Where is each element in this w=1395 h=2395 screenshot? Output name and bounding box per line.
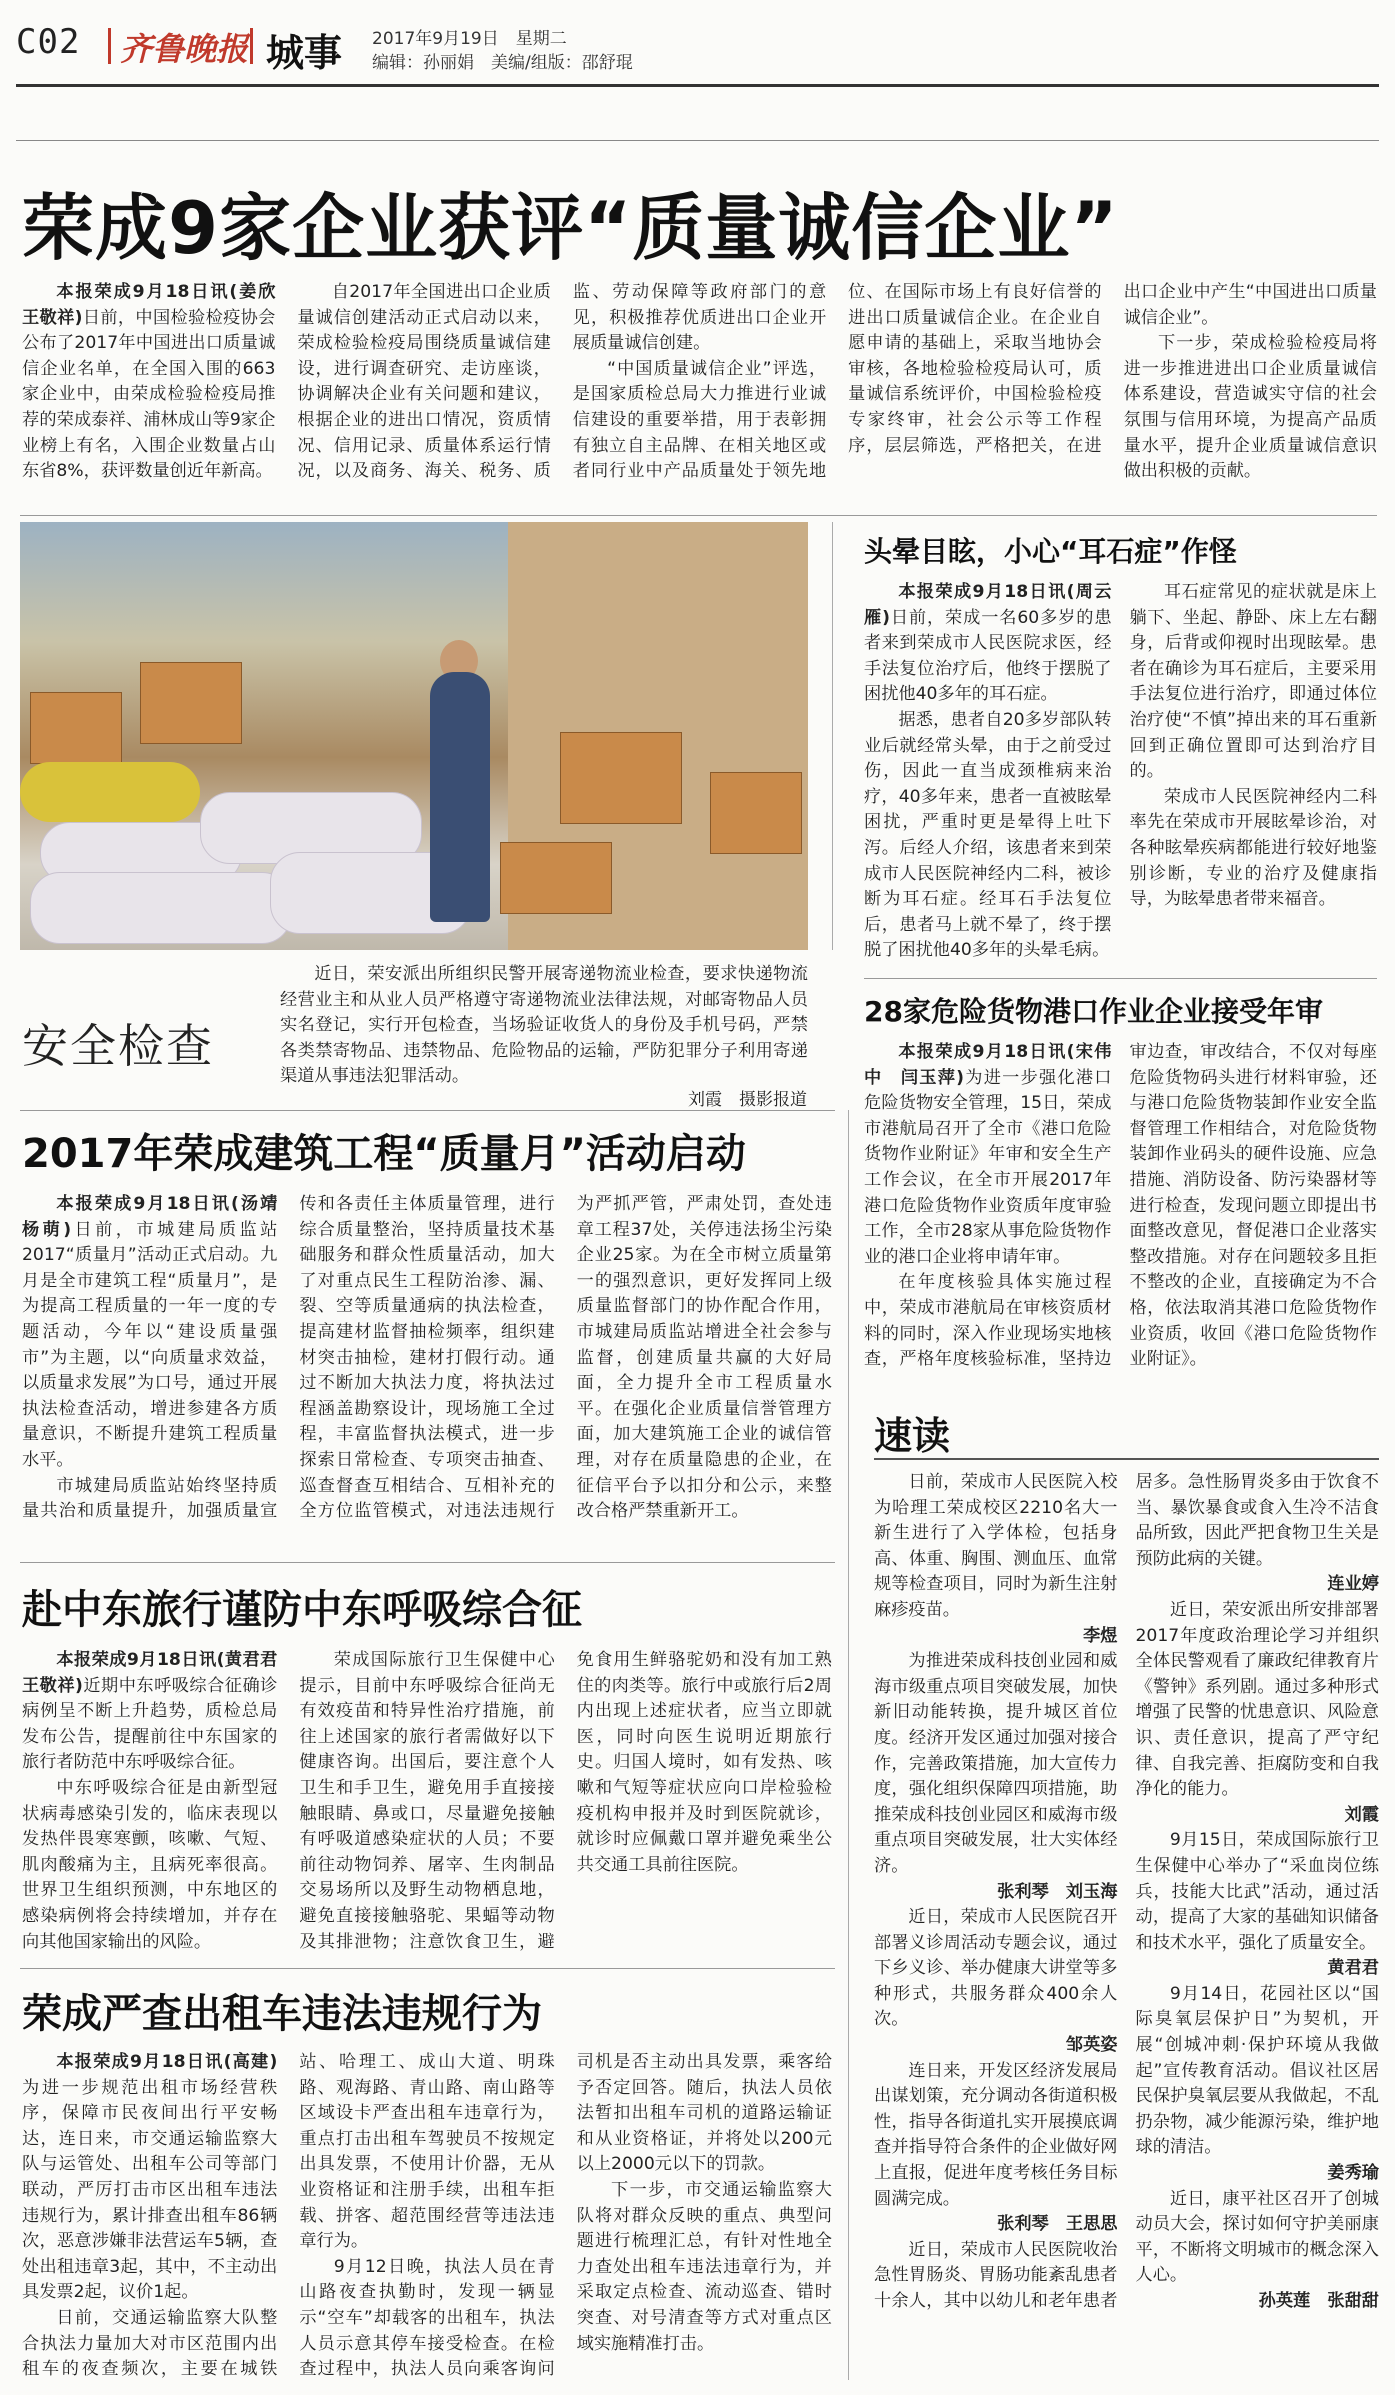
dateline: 本报荣成9月18日讯(姜欣 王敬祥) bbox=[22, 282, 293, 328]
list-item: 9月15日，荣成国际旅行卫生保健中心举办了“采血岗位练兵，技能大比武”活动，通过活动，提高了大家的基础知识储备和技术水平，强化了质量安全。 bbox=[1135, 1830, 1379, 1953]
quick-read-rule bbox=[874, 1458, 1379, 1460]
quick-read-title: 速读 bbox=[874, 1414, 951, 1458]
masthead-rule bbox=[16, 140, 1379, 141]
byline: 邹英姿 bbox=[1065, 2035, 1118, 2056]
column-divider bbox=[848, 1110, 849, 2380]
divider bbox=[20, 1562, 835, 1563]
article-body-quality-integrity: 本报荣成9月18日讯(姜欣 王敬祥)日前，中国检验检疫协会公布了2017年中国进出口质量诚信企业名单，在全国入围的663家企业中，由荣成检验检疫局推荐的荣成泰祥、浦林成山等9家企业榜上有名，入围企业数量占山东省8%，获评数量创近年新高。 自2017年全国进出口企业质量诚信创建活动正式启动以来，荣成检验检疫局围绕质量诚信建设，进行调查研究、走访座谈，协调解决企业有关问题和建议，根据企业的进出口情况，资质情况、信用记录、质量体系运行情况，以及商务、海关、税务、质监、劳动保障等政府部门的意见，积极推荐优质进出口企业开展质量诚信创建。 “中国质量诚信企业”评选，是国家质检总局大力推进行业诚信建设的重要举措，用于表彰拥有独立自主品牌、在相关地区或者同行业中产品质量处于领先地位、在国际市场上有良好信誉的进出口质量诚信企业。在企业自愿申请的基础上，采取当地协会审核，各地检验检疫局认可，质量诚信系统评价，中国检验检疫专家终审，社会公示等工作程序，层层筛选，严格把关，在进出口企业中产生“中国进出口质量诚信企业”。 下一步，荣成检验检疫局将进一步推进进出口企业质量诚信体系建设，营造诚实守信的社会氛围与信用环境，为提高产品质量水平，提升企业质量诚信意识做出积极的贡献。 bbox=[22, 282, 1377, 482]
article-body-otolith: 本报荣成9月18日讯(周云雁)日前，荣成一名60多岁的患者来到荣成市人民医院求医，经手法复位治疗后，他终于摆脱了困扰他40多年的耳石症。 据悉，患者自20多岁部队转业后就经常头晕，由于之前受过伤，因此一直当成颈椎病来治疗，40多年来，患者一直被眩晕困扰，严重时更是晕得上吐下泻。后经人介绍，该患者来到荣成市人民医院神经内二科，被诊断为耳石症。经耳石手法复位后，患者马上就不晕了，终于摆脱了困扰他40多年的头晕毛病。 耳石症常见的症状就是床上躺下、坐起、静卧、床上左右翻身，后背或仰视时出现眩晕。患者在确诊为耳石症后，主要采用手法复位进行治疗，即通过体位治疗使“不慎”掉出来的耳石重新回到正确位置即可达到治疗目的。 荣成市人民医院神经内二科率先在荣成市开展眩晕诊治，对各种眩晕疾病都能进行较好地鉴别诊断，专业的治疗及健康指导，为眩晕患者带来福音。 bbox=[864, 582, 1377, 961]
page-number: C02 bbox=[16, 22, 81, 62]
byline: 刘霞 bbox=[1344, 1804, 1379, 1825]
article-body-quality-month: 本报荣成9月18日讯(汤靖 杨萌)日前，市城建局质监站2017“质量月”活动正式启动。九月是全市建筑工程“质量月”，是为提高工程质量的一年一度的专题活动，今年以“建设质量强市”为主题，以“向质量求效益，以质量求发展”为口号，通过开展执法检查活动，增进参建各方质量意识，不断提升建筑工程质量水平。 市城建局质监站始终坚持质量共治和质量提升，加强质量宣传和各责任主体质量管理，进行综合质量整治，坚持质量技术基础服务和群众性质量活动，加大了对重点民生工程防治渗、漏、裂、空等质量通病的执法检查，提高建材监督抽检频率，组织建材突击抽检，建材打假行动。通过不断加大执法力度，将执法过程涵盖勘察设计，现场施工全过程，丰富监督执法模式，进一步探索日常检查、专项突击抽查、巡查督查互相结合、互相补充的全方位监管模式，对违法违规行为严抓严管，严肃处罚，查处违章工程37处，关停违法扬尘污染企业25家。为在全市树立质量第一的强烈意识，更好发挥同上级质量监督部门的协作配合作用，市城建局质监站增进全社会参与监督，创建质量共赢的大好局面，全力提升全市工程质量水平。在强化企业质量信誉管理方面，加大建筑施工企业的诚信管理，对存在质量隐患的企业，在征信平台予以扣分和公示，来整改合格严禁重新开工。 bbox=[22, 1194, 832, 1522]
list-item: 为推进荣成科技创业园和威海市级重点项目突破发展，加快新旧动能转换，提升城区首位度。经济开发区通过加强对接合作，完善政策措施，加大宣传力度，强化组织保障四项措施，助推荣成科技创业园区和威海市级重点项目突破发展，壮大实体经济。 bbox=[874, 1651, 1118, 1876]
list-item: 9月14日，花园社区以“国际臭氧层保护日”为契机，开展“创城冲刺·保护环境从我做起”宣传教育活动。倡议社区居民保护臭氧层要从我做起，不乱扔杂物，减少能源污染，维护地球的清洁。 bbox=[1135, 1983, 1379, 2158]
byline: 黄君君 bbox=[1327, 1958, 1379, 1979]
photo-section-label: 安全检查 bbox=[22, 1019, 214, 1073]
byline: 张利琴 刘玉海 bbox=[997, 1881, 1118, 1902]
issue-date: 2017年9月19日 星期二 bbox=[372, 29, 567, 49]
masthead-divider bbox=[250, 28, 253, 64]
article-body-mers: 本报荣成9月18日讯(黄君君 王敬祥)近期中东呼吸综合征确诊病例呈不断上升趋势，质检总局发布公告，提醒前往中东国家的旅行者防范中东呼吸综合征。 中东呼吸综合征是由新型冠状病毒感染引发的，临床表现以发热伴畏寒寒颤，咳嗽、气短、肌肉酸痛为主，且病死率很高。世界卫生组织预测，中东地区的感染病例将会持续增加，并存在向其他国家输出的风险。 荣成国际旅行卫生保健中心提示，目前中东呼吸综合征尚无有效疫苗和特异性治疗措施，前往上述国家的旅行者需做好以下健康咨询。出国后，要注意个人卫生和手卫生，避免用手直接接触眼睛、鼻或口，尽量避免接触有呼吸道感染症状的人员；不要前往动物饲养、屠宰、生肉制品交易场所以及野生动物栖息地，避免直接接触骆驼、果蝠等动物及其排泄物；注意饮食卫生，避免食用生鲜骆驼奶和没有加工熟住的肉类等。旅行中或旅行后2周内出现上述症状者，应当立即就医，同时向医生说明近期旅行史。归国人境时，如有发热、咳嗽和气短等症状应向口岸检验检疫机构申报并及时到医院就诊，就诊时应佩戴口罩并避免乘坐公共交通工具前往医院。 bbox=[22, 1650, 832, 1952]
list-item: 日前，荣成市人民医院入校为哈理工荣成校区2210名大一新生进行了入学体检，包括身高、体重、胸围、测血压、血常规等检查项目，同时为新生注射麻疹疫苗。 bbox=[874, 1472, 1118, 1620]
news-photo bbox=[20, 522, 808, 950]
headline-quality-month: 2017年荣成建筑工程“质量月”活动启动 bbox=[22, 1131, 746, 1177]
headline-mers: 赴中东旅行谨防中东呼吸综合征 bbox=[22, 1587, 582, 1633]
article-body-taxi: 本报荣成9月18日讯(高建)为进一步规范出租市场经营秩序，保障市民夜间出行平安畅达，连日来，市交通运输监察大队与运管处、出租车公司等部门联动，严厉打击市区出租车违法违规行为，累计排查出租车86辆次，恶意涉嫌非法营运车5辆，查处出租违章3起，其中，不主动出具发票2起，议价1起。 日前，交通运输监察大队整合执法力量加大对市区范围内出租车的夜查频次，主要在城铁站、哈理工、成山大道、明珠路、观海路、青山路、南山路等区域设卡严查出租车违章行为，重点打击出租车驾驶员不按规定出具发票，不使用计价器，无从业资格证和注册手续，出租车拒载、拼客、超范围经营等违法违章行为。 9月12日晚，执法人员在青山路夜查执勤时，发现一辆显示“空车”却载客的出租车，执法人员示意其停车接受检查。在检查过程中，执法人员向乘客询问司机是否主动出具发票，乘客给予否定回答。随后，执法人员依法暂扣出租车司机的道路运输证和从业资格证，并将处以200元以上2000元以下的罚款。 下一步，市交通运输监察大队将对群众反映的重点、典型问题进行梳理汇总，有针对性地全力查处出租车违法违章行为，并采取定点检查、流动巡查、错时突查、对号清查等方式对重点区域实施精准打击。 bbox=[22, 2052, 832, 2380]
quick-read-body bbox=[874, 1470, 1379, 2385]
divider bbox=[20, 1110, 835, 1111]
list-item: 近日，康平社区召开了创城动员大会，探讨如何守护美丽康平，不断将文明城市的概念深入人心。 bbox=[1135, 2188, 1379, 2286]
headline-quality-integrity: 荣成9家企业获评“质量诚信企业” bbox=[22, 186, 1119, 270]
byline: 姜秀瑜 bbox=[1327, 2163, 1379, 2184]
divider bbox=[20, 1968, 835, 1969]
article-body-port-audit: 本报荣成9月18日讯(宋伟中 闫玉萍)为进一步强化港口危险货物安全管理，15日，荣成市港航局召开了全市《港口危险货物作业附证》年审和安全生产工作会议，在全市开展2017年港口危险货物作业资质年度审验工作，全市28家从事危险货物作业的港口企业将申请年审。 在年度核验具体实施过程中，荣成市港航局在审核资质材料的同时，深入作业现场实地核查，严格年度核验标准，坚持边审边查，审改结合，不仅对每座危险货物码头进行材料审验，还与港口危险货物装卸作业安全监督管理工作相结合，对危险货物装卸作业码头的硬件设施、应急措施、消防设备、防污染器材等进行检查，发现问题立即提出书面整改意见，督促港口企业落实整改措施。对存在问题较多且拒不整改的企业，直接确定为不合格，依法取消其港口危险货物作业资质，收回《港口危险货物作业附证》。 bbox=[864, 1042, 1377, 1370]
photo-caption: 近日，荣安派出所组织民警开展寄递物流业检查，要求快递物流经营业主和从业人员严格遵守寄递物流业法律法规，对邮寄物品人员实名登记，实行开包检查，当场验证收货人的身份及手机号码，严禁各类禁寄物品、违禁物品、危险物品的运输，严防犯罪分子利用寄递渠道从事违法犯罪活动。 bbox=[280, 964, 808, 1087]
masthead-rule bbox=[16, 84, 1379, 87]
column-divider bbox=[832, 522, 833, 950]
list-item: 近日，荣成市人民医院召开部署义诊周活动专题会议，通过下乡义诊、举办健康大讲堂等多种形式，共服务群众400余人次。 bbox=[874, 1907, 1118, 2030]
list-item: 连日来，开发区经济发展局出谋划策，充分调动各街道积极性，指导各街道扎实开展摸底调查并指导符合条件的企业做好网上直报，促进年度考核任务目标圆满完成。 bbox=[874, 2060, 1118, 2209]
byline: 张利琴 王思思 bbox=[997, 2214, 1118, 2235]
editors-line: 编辑：孙丽娟 美编/组版：邵舒琨 bbox=[372, 53, 633, 73]
list-item: 近日，荣成市人民医院收治急性胃肠炎、胃肠功能紊乱患者十余人，其中以幼儿和老年患者居多。急性肠胃炎多由于饮食不当、暴饮暴食或食入生冷不洁食品所致，因此严把食物卫生关是预防此病的关键。 bbox=[874, 1472, 1379, 2311]
section-name: 城事 bbox=[266, 31, 343, 75]
byline: 孙英莲 张甜甜 bbox=[1258, 2291, 1379, 2311]
list-item: 近日，荣安派出所安排部署2017年度政治理论学习并组织全体民警观看了廉政纪律教育片《警钟》系列剧。通过多种形式增强了民警的忧患意识、风险意识、责任意识，提高了严守纪律、自我完善、拒腐防变和自我净化的能力。 bbox=[1135, 1599, 1379, 1800]
masthead-divider bbox=[108, 28, 111, 64]
divider bbox=[20, 515, 1377, 516]
headline-otolith: 头晕目眩，小心“耳石症”作怪 bbox=[864, 535, 1237, 568]
photo-credit: 刘霞 摄影报道 bbox=[688, 1090, 807, 1110]
byline: 李煜 bbox=[1083, 1625, 1118, 1646]
divider bbox=[864, 978, 1377, 979]
headline-taxi: 荣成严查出租车违法违规行为 bbox=[22, 1991, 542, 2037]
newspaper-logo: 齐鲁晚报 bbox=[120, 30, 249, 68]
byline: 连业婷 bbox=[1327, 1574, 1379, 1595]
headline-port-audit: 28家危险货物港口作业企业接受年审 bbox=[864, 995, 1323, 1028]
